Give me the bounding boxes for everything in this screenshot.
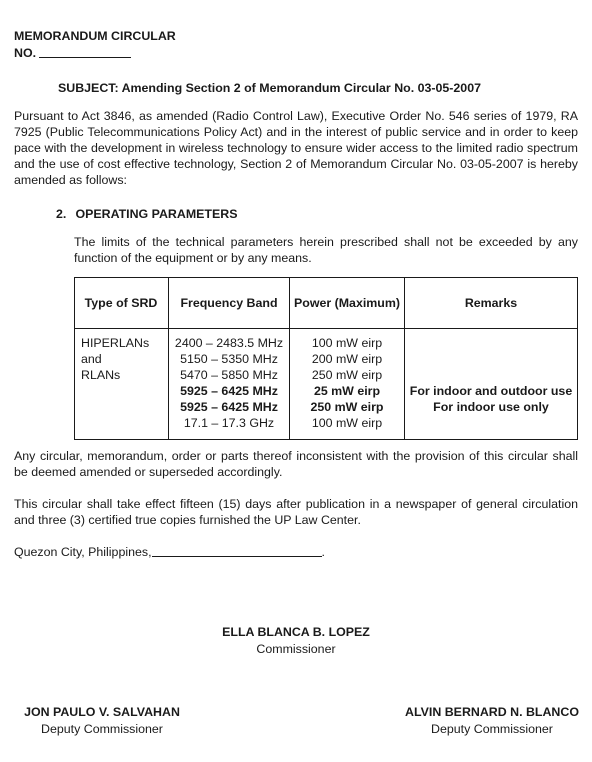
table-header-row [75,278,578,329]
place-line [14,544,578,560]
signatory-name: ELLA BLANCA B. LOPEZ [222,625,370,639]
table-body-row [75,329,578,440]
signatory-title: Deputy Commissioner [431,722,553,736]
power-value: 200 mW eirp [311,352,383,366]
remark-value [406,367,576,383]
power-value: 250 mW eirp [310,400,384,414]
header-number [14,45,578,62]
type-line: RLANs [81,368,121,382]
frequency-value: 5925 – 6425 MHz [180,384,278,398]
section-title: OPERATING PARAMETERS [75,207,238,221]
limits-paragraph: The limits of the technical parameters herein prescribed shall not be exceeded by any function of the equipment or by any means. [74,235,578,265]
header-frequency: Frequency Band [169,278,290,329]
type-line: HIPERLANs [81,336,150,350]
remark-value [406,415,576,431]
place-label: Quezon City, Philippines, [14,545,152,559]
remark-value: For indoor use only [433,400,549,414]
header-number-label: NO. [14,46,37,60]
remark-value [406,351,576,367]
subject-line: SUBJECT: Amending Section 2 of Memorandum Circular No. 03-05-2007 [58,81,481,95]
frequency-cell [169,329,290,440]
signatory-title: Commissioner [256,642,336,656]
date-blank-line [152,544,322,557]
remark-value: For indoor and outdoor use [409,384,573,398]
header-type: Type of SRD [75,278,169,329]
signatory-name: ALVIN BERNARD N. BLANCO [405,705,579,719]
power-value: 250 mW eirp [311,368,383,382]
power-value: 25 mW eirp [313,384,381,398]
frequency-value: 5925 – 6425 MHz [180,400,278,414]
frequency-value: 5150 – 5350 MHz [180,352,278,366]
supersede-paragraph: Any circular, memorandum, order or parts thereof inconsistent with the provision of this circular shall be deemed amended or superseded accordingly. [14,449,578,479]
signatory-name: JON PAULO V. SALVAHAN [24,705,180,719]
frequency-value: 5470 – 5850 MHz [180,368,278,382]
header-title: MEMORANDUM CIRCULAR [14,29,176,43]
operating-parameters-table [74,277,578,440]
power-cell [290,329,405,440]
signature-commissioner [176,624,416,658]
type-line: and [81,352,102,366]
document-header [14,28,578,62]
intro-paragraph: Pursuant to Act 3846, as amended (Radio Control Law), Executive Order No. 546 series of 1979, RA 7925 (Public Telecommunications Policy Act) and in the interest of public service and in order to keep pace with the development in wireless technology to ensure wider access to the limited radio spectrum and the use of cost effective technology, Section 2 of Memorandum Circular No. 03-05-2007 is hereby amended as follows: [14,109,578,187]
power-value: 100 mW eirp [311,336,383,350]
signature-deputy-left [14,704,190,738]
type-cell [75,329,169,440]
remark-value [406,335,576,351]
header-remarks: Remarks [405,278,578,329]
frequency-value: 2400 – 2483.5 MHz [174,336,284,350]
power-value: 100 mW eirp [311,416,383,430]
header-power: Power (Maximum) [290,278,405,329]
effectivity-paragraph: This circular shall take effect fifteen (15) days after publication in a newspaper of general circulation and three (3) certified true copies furnished the UP Law Center. [14,497,578,527]
signatory-title: Deputy Commissioner [41,722,163,736]
frequency-value: 17.1 – 17.3 GHz [183,416,275,430]
section-heading [56,206,576,222]
remarks-cell [405,329,578,440]
number-blank-line [39,45,131,58]
section-number: 2. [56,207,67,221]
place-period: . [321,545,325,559]
signature-deputy-right [400,704,584,738]
